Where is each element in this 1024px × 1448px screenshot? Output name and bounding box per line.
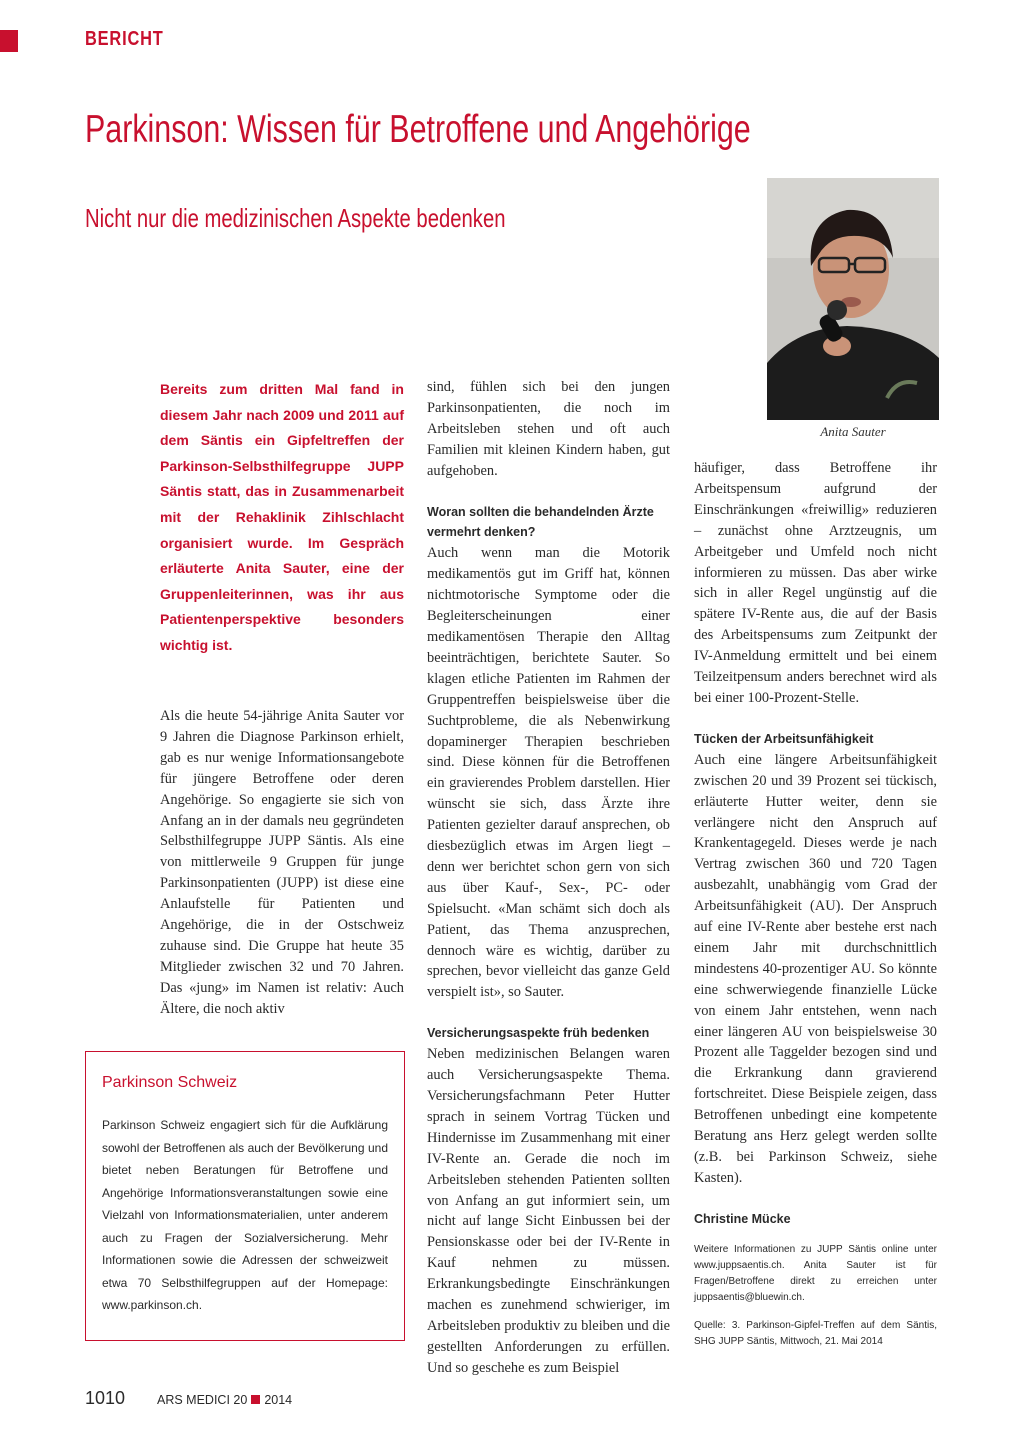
body-paragraph: sind, fühlen sich bei den jungen Parkinsonpatienten, die noch im Arbeitsleben stehen und oft auch Familien mit kleinen Kindern haben, gut aufgehoben. — [427, 379, 670, 479]
info-box-title: Parkinson Schweiz — [102, 1074, 238, 1091]
author-name: Christine Mücke — [694, 1211, 791, 1226]
section-heading: Tücken der Arbeitsunfähigkeit — [694, 731, 874, 746]
journal-info — [157, 1393, 292, 1407]
article-title: Parkinson: Wissen für Betroffene und Angehörige — [85, 108, 751, 151]
journal-name: ARS MEDICI 20 — [157, 1393, 248, 1407]
section-heading: Versicherungsaspekte früh bedenken — [427, 1026, 650, 1041]
body-paragraph: Auch eine längere Arbeitsunfähigkeit zwischen 20 und 39 Prozent sei tückisch, erläuterte Hutter weiter, denn sie verlängere nicht den Anspruch auf Krankentagegeld. Dieses werde je nach Vertrag zwischen 360 und 720 Tagen ausbezahlt, unabhängig vom Grad der Arbeitsunfähigkeit (AU). Der Anspruch auf eine IV-Rente aber bestehe erst nach einem Jahr mit durchschnittlich mindestens 40-prozentiger AU. So könnte eine schwerwiegende finanzielle Lücke von einem Jahr entstehen, wenn nach einer längeren AU von beispielsweise 30 Prozent alle Taggelder bezogen sind und die Erkrankung dann gravierend fortschreitet. Diese Beispiele zeigen, dass Betroffenen unbedingt eine kompetente Beratung ans Herz gelegt werden sollte (z.B. bei Parkinson Schweiz, siehe Kasten). — [694, 751, 937, 1186]
photo-caption: Anita Sauter — [820, 424, 886, 439]
body-paragraph: Auch wenn man die Motorik medikamentös gut im Griff hat, können nichtmotorische Symptome oder die Begleiterscheinungen einer medikamentösen Therapie den Alltag beeinträchtigen, berichtete Sauter. So klagen etliche Patienten im Rahmen der Gruppentreffen beispielsweise über die Suchtprobleme, die als Nebenwirkung dopaminerger Therapien beschrieben sind. Diese können für die Betroffenen ein gravierendes Problem darstellen. Hier wünscht sie sich, dass Ärzte ihre Patienten gezielter darauf ansprechen, ob diesbezüglich etwas im Argen liegt – denn wer berichtet schon gern von sich aus über Kauf-, Sex-, PC- oder Spielsucht. «Man schämt sich doch als Patient, das Thema anzusprechen, dennoch wäre es wichtig, darüber zu sprechen, bevor vielleicht das ganze Geld verspielt ist», so Sauter. — [427, 545, 670, 1001]
column-2 — [427, 377, 670, 1379]
body-paragraph: häufiger, dass Betroffene ihr Arbeitspensum aufgrund der Einschränkungen «freiwillig» reduzieren – zunächst ohne Arztzeugnis, um Arbeitgeber und Umfeld noch nicht informieren zu müssen. Das aber wirke sich in aller Regel ungünstig auf die spätere IV-Rente aus, die auf der Basis des Arbeitspensums zum Zeitpunkt der IV-Anmeldung ermittelt und bei einem Teilzeitpensum anders berechnet wird als bei einer 100-Prozent-Stelle. — [694, 460, 937, 706]
lead-paragraph: Bereits zum dritten Mal fand in diesem Jahr nach 2009 und 2011 auf dem Säntis ein Gipfeltreffen der Parkinson-Selbsthilfegruppe JUPP Säntis statt, das in Zusammenarbeit mit der Rehaklinik Zihlschlacht organisiert wurde. Im Gespräch erläuterte Anita Sauter, eine der Gruppenleiterinnen, was ihr aus Patientenperspektive besonders wichtig ist. — [160, 381, 404, 653]
source-note: Quelle: 3. Parkinson-Gipfel-Treffen auf dem Säntis, SHG JUPP Säntis, Mittwoch, 21. Mai 2014 — [694, 1319, 937, 1347]
column-1 — [160, 706, 404, 1020]
section-label: BERICHT — [85, 28, 164, 50]
portrait-illustration — [767, 178, 939, 420]
portrait-photo — [767, 178, 939, 420]
info-note: Weitere Informationen zu JUPP Säntis online unter www.juppsaentis.ch. Anita Sauter ist für Fragen/Betroffene direkt zu erreichen unter juppsaentis@bluewin.ch. — [694, 1243, 937, 1303]
body-paragraph: Neben medizinischen Belangen waren auch Versicherungsaspekte Thema. Versicherungsfachmann Peter Hutter sprach in seinem Vortrag Tücken und Hindernisse im Zusammenhang mit einer IV-Rente an. Gerade die noch im Arbeitsleben stehenden Patienten sollten von Anfang an gut informiert sein, um nicht auf lange Sicht Einbussen bei der Pensionskasse oder bei der IV-Rente in Kauf nehmen zu müssen. Erkrankungsbedingte Einschränkungen machen es zunehmend schwieriger, im Arbeitsleben produktiv zu bleiben und die gestellten Anforderungen zu erfüllen. Und so geschehe es zum Beispiel — [427, 1046, 670, 1376]
section-heading: Woran sollten die behandelnden Ärzte vermehrt denken? — [427, 504, 654, 540]
article-subtitle: Nicht nur die medizinischen Aspekte bedenken — [85, 203, 506, 233]
body-paragraph: Als die heute 54-jährige Anita Sauter vor 9 Jahren die Diagnose Parkinson erhielt, gab es nur wenige Informationsangebote für jüngere Betroffene oder deren Angehörige. So engagierte sie sich von Anfang an in der damals neu gegründeten Selbsthilfegruppe JUPP Säntis. Als eine von mittlerweile 9 Gruppen für junge Parkinsonpatienten (JUPP) ist diese eine Anlaufstelle für Patienten und Angehörige, die in der Ostschweiz zuhause sind. Die Gruppe hat heute 35 Mitglieder zwischen 32 und 70 Jahren. Das «jung» im Namen ist relativ: Auch Ältere, die noch aktiv — [160, 708, 404, 1017]
info-box-text: Parkinson Schweiz engagiert sich für die Aufklärung sowohl der Betroffenen als auch der Bevölkerung und bietet neben Beratungen für Betroffene und Angehörige Informationsveranstaltungen sowie eine Vielzahl von Informationsmaterialien, unter anderem auch zu Fragen der Sozialversicherung. Mehr Informationen sowie die Adressen der schweizweit etwa 70 Selbsthilfegruppen auf der Homepage: www.parkinson.ch. — [102, 1118, 388, 1312]
journal-year: 2014 — [264, 1393, 293, 1407]
info-box — [85, 1051, 405, 1341]
section-marker — [0, 30, 18, 52]
page-number: 1010 — [85, 1388, 126, 1408]
column-3 — [694, 458, 937, 1350]
footer-square-icon — [251, 1395, 260, 1404]
